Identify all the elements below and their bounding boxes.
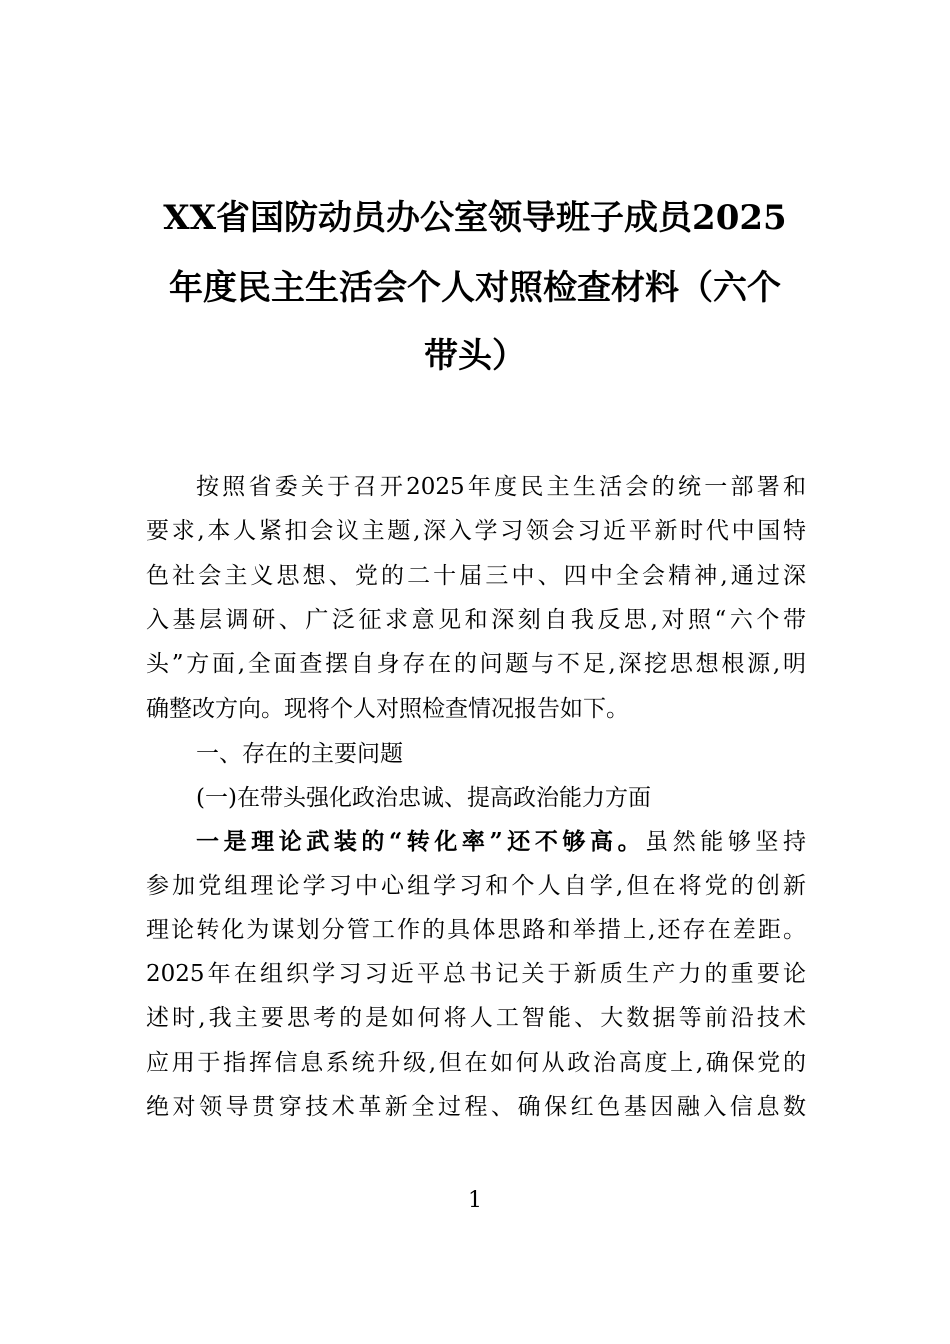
document-title-line-2: 年度民主生活会个人对照检查材料（六个 xyxy=(169,268,781,308)
intro-line: 要求,本人紧扣会议主题,深入学习领会习近平新时代中国特 xyxy=(146,518,806,544)
intro-line: 按照省委关于召开2025年度民主生活会的统一部署和 xyxy=(196,474,806,500)
point-1-title: 一是理论武装的“转化率”还不够高。 xyxy=(196,828,646,855)
section-heading: 一、存在的主要问题 xyxy=(196,741,403,767)
intro-line: 头”方面,全面查摆自身存在的问题与不足,深挖思想根源,明 xyxy=(146,651,806,677)
document-title-line-3: 带头） xyxy=(424,336,526,376)
document-title-line-1: XX省国防动员办公室领导班子成员2025 xyxy=(163,198,787,238)
point-1-line: 绝对领导贯穿技术革新全过程、确保红色基因融入信息数 xyxy=(146,1094,806,1120)
point-1-line: 应用于指挥信息系统升级,但在如何从政治高度上,确保党的 xyxy=(146,1050,806,1076)
subsection-heading: (一)在带头强化政治忠诚、提高政治能力方面 xyxy=(196,785,651,811)
intro-line: 色社会主义思想、党的二十届三中、四中全会精神,通过深 xyxy=(146,563,806,589)
point-1-line: 理论转化为谋划分管工作的具体思路和举措上,还存在差距。 xyxy=(146,917,806,943)
intro-line: 入基层调研、广泛征求意见和深刻自我反思,对照“六个带 xyxy=(146,607,806,633)
intro-line: 确整改方向。现将个人对照检查情况报告如下。 xyxy=(146,696,629,722)
point-1-text: 虽然能够坚持 xyxy=(645,829,807,855)
point-1-line: 2025年在组织学习习近平总书记关于新质生产力的重要论 xyxy=(146,961,806,987)
point-1-line: 参加党组理论学习中心组学习和个人自学,但在将党的创新 xyxy=(146,873,806,899)
point-1-line: 述时,我主要思考的是如何将人工智能、大数据等前沿技术 xyxy=(146,1005,806,1031)
point-1-lead xyxy=(196,827,806,857)
page-number: 1 xyxy=(468,1188,482,1213)
